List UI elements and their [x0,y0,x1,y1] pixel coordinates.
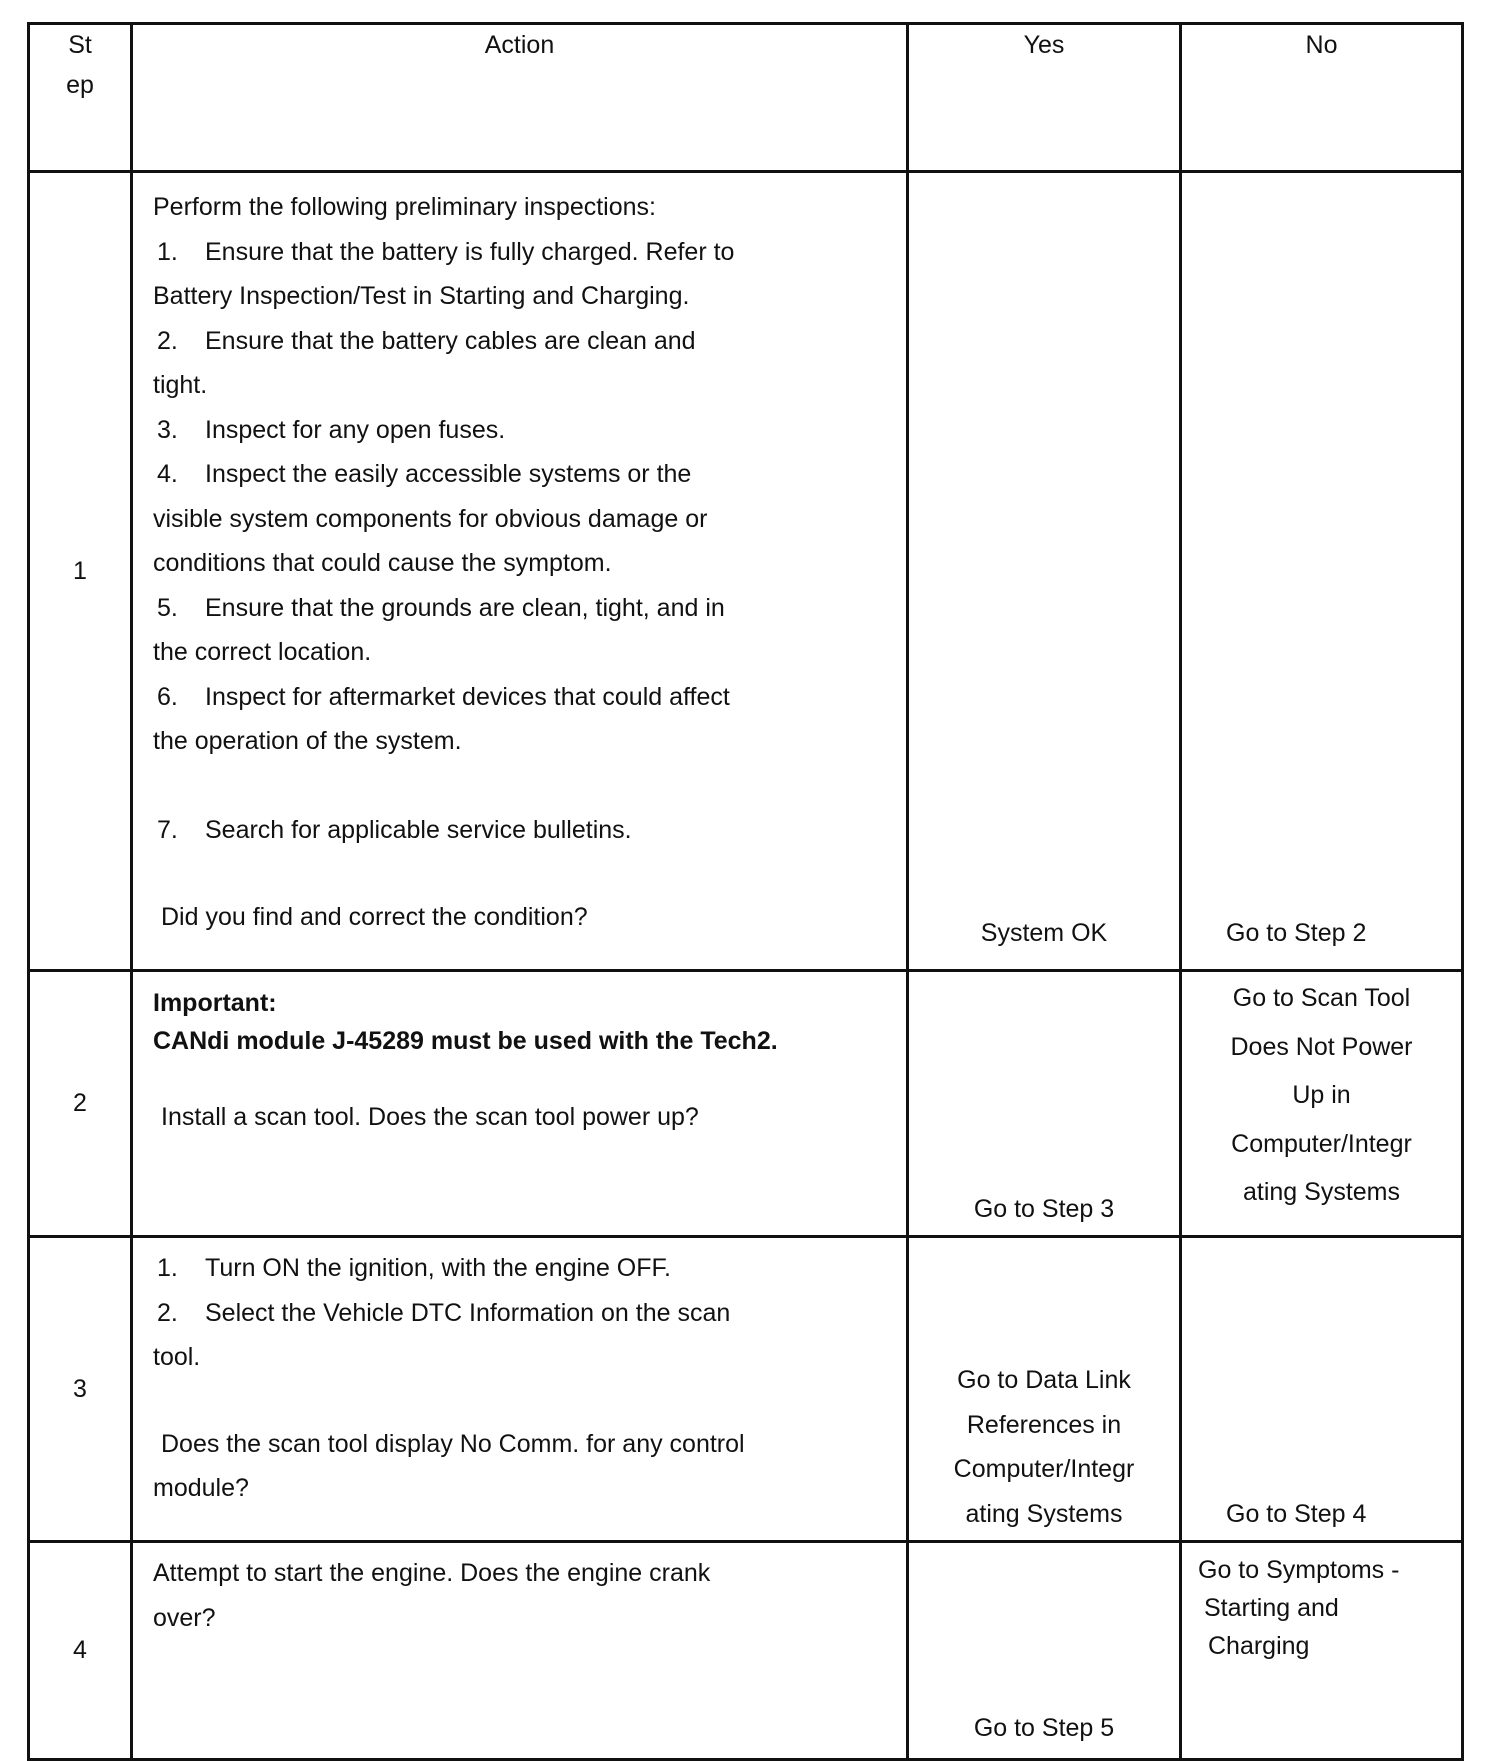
list-item: 2. Select the Vehicle DTC Information on the scan [157,1298,731,1327]
no-result-line: Go to Scan Tool [1232,984,1411,1012]
yes-cell [908,971,1181,1237]
header-step [29,24,132,172]
no-cell [1181,172,1463,971]
no-result-line: Computer/Integr [1231,1129,1412,1158]
no-cell [1181,1542,1463,1760]
list-item: 1. Turn ON the ignition, with the engine OFF. [157,1254,671,1282]
no-result-line: Does Not Power [1230,1032,1413,1061]
header-no [1181,24,1463,172]
list-item: 7. Search for applicable service bulletins. [157,816,632,844]
yes-cell [908,1542,1181,1760]
header-action [132,24,908,172]
important-text: CANdi module J-45289 must be used with the Tech2. [153,1027,778,1055]
list-item: 3. Inspect for any open fuses. [157,415,506,444]
yes-cell [908,1237,1181,1542]
action-question: Did you find and correct the condition? [161,902,588,931]
no-cell [1181,1237,1463,1542]
no-cell [1181,971,1463,1237]
table-row [29,172,1463,971]
diagnostic-table [27,22,1464,1761]
header-step-label: St ep [66,31,94,99]
list-item: 2. Ensure that the battery cables are clean and [157,326,696,355]
list-item: 6. Inspect for aftermarket devices that could affect [157,682,730,711]
yes-result-line: References in [966,1410,1122,1439]
list-item-cont: the operation of the system. [153,727,462,755]
list-item-cont: Battery Inspection/Test in Starting and Charging. [153,282,690,310]
step-number: 2 [29,971,132,1237]
list-item-cont: the correct location. [153,638,372,666]
yes-result-line: Go to Data Link [957,1366,1131,1394]
important-label: Important: [153,989,277,1017]
no-result: Go to Step 4 [1226,1499,1367,1528]
header-row [29,24,1463,172]
list-item: 1. Ensure that the battery is fully charged. Refer to [157,237,735,266]
action-cell [132,1542,908,1760]
no-result-line: Starting and [1204,1594,1339,1622]
yes-result-line: Computer/Integr [953,1455,1135,1483]
no-result-line: Up in [1292,1081,1351,1109]
header-action-label: Action [484,31,555,59]
list-item-cont: tight. [153,371,208,399]
action-intro: Perform the following preliminary inspections: [153,193,656,221]
action-cell [132,1237,908,1542]
header-yes [908,24,1181,172]
action-question-cont: module? [153,1474,249,1502]
list-item-cont: conditions that could cause the symptom. [153,549,612,577]
step-number: 4 [29,1542,132,1760]
header-no-label: No [1305,31,1338,59]
action-cell [132,172,908,971]
yes-cell [908,172,1181,971]
action-question: Install a scan tool. Does the scan tool power up? [161,1103,699,1131]
action-text: Attempt to start the engine. Does the engine crank [153,1559,711,1587]
action-text-cont: over? [153,1603,216,1632]
yes-result: Go to Step 5 [973,1713,1115,1742]
header-yes-label: Yes [1023,31,1065,59]
table-row [29,971,1463,1237]
action-question: Does the scan tool display No Comm. for any control [161,1429,745,1458]
table-row [29,1542,1463,1760]
no-result-line: Charging [1208,1632,1310,1660]
no-result-line: Go to Symptoms - [1198,1556,1400,1584]
yes-result: System OK [980,918,1108,947]
list-item-cont: visible system components for obvious damage or [153,504,708,533]
list-item-cont: tool. [153,1343,201,1371]
step-number: 3 [29,1237,132,1542]
action-cell [132,971,908,1237]
list-item: 4. Inspect the easily accessible systems or the [157,460,692,488]
list-item: 5. Ensure that the grounds are clean, tight, and in [157,593,725,622]
step-number: 1 [29,172,132,971]
yes-result-line: ating Systems [965,1499,1123,1528]
table-row [29,1237,1463,1542]
yes-result: Go to Step 3 [973,1194,1115,1223]
no-result: Go to Step 2 [1226,918,1367,947]
no-result-line: ating Systems [1242,1178,1400,1206]
